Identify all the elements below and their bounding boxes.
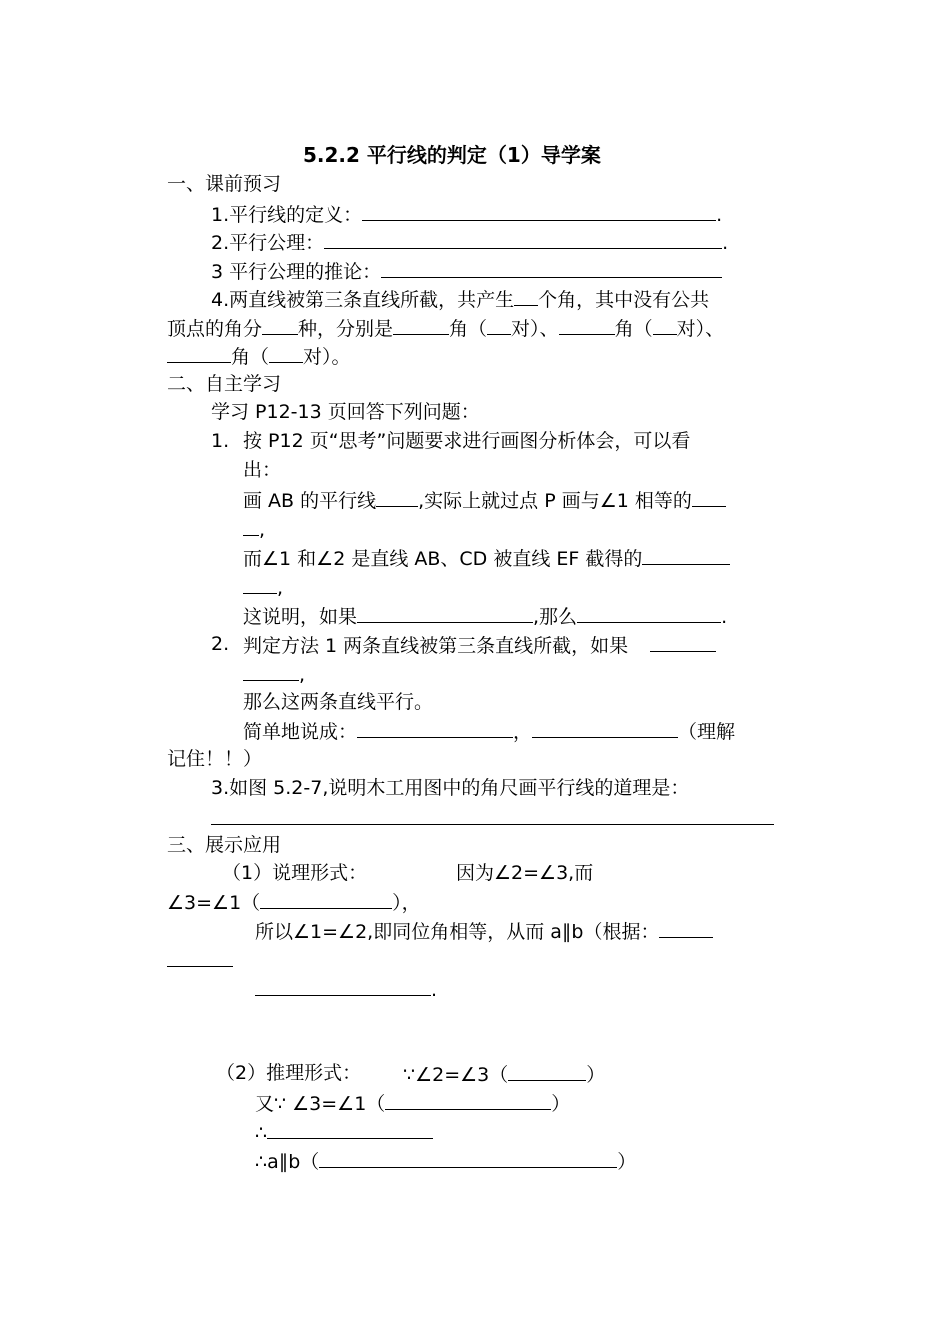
question-3-label: 3 平行公理的推论：: [211, 261, 382, 283]
item-1-line-3: [243, 487, 726, 513]
item-1-line-1: 按 P12 页“思考”问题要求进行画图分析体会，可以看: [243, 430, 691, 452]
item-3: 3.如图 5.2-7,说明木工用图中的角尺画平行线的道理是：: [211, 777, 690, 799]
question-4-line-2: [167, 315, 724, 341]
answer-blank[interactable]: [650, 632, 716, 652]
item-2-text: ,: [299, 664, 306, 686]
item-2-line-4: [243, 718, 735, 744]
therefore-symbol: ∴: [255, 1122, 268, 1144]
answer-blank[interactable]: [508, 1061, 586, 1081]
item-1-number: 1.: [211, 430, 230, 452]
question-1-label: 1.平行线的定义：: [211, 204, 363, 226]
item-1-text: ,实际上就过点 P 画与∠1 相等的: [418, 490, 692, 512]
answer-blank[interactable]: [357, 603, 533, 623]
answer-blank[interactable]: [381, 258, 722, 278]
answer-blank[interactable]: [514, 286, 538, 306]
answer-blank[interactable]: [324, 229, 722, 249]
period: .: [716, 204, 723, 226]
question-4-line-1: [211, 286, 709, 312]
item-1-line-6: [243, 574, 283, 600]
item-2-text: （理解: [678, 721, 736, 743]
part-1-text: .: [431, 979, 438, 1001]
answer-blank[interactable]: [319, 1148, 617, 1168]
part-1-line-5: [255, 976, 437, 1002]
question-4-text: 对）、: [676, 318, 725, 340]
item-2-line-2: [243, 661, 305, 687]
self-study-intro: 学习 P12-13 页回答下列问题：: [211, 401, 480, 423]
item-2-line-3: 那么这两条直线平行。: [243, 691, 434, 713]
item-3-answer: [211, 805, 774, 831]
item-1-text: 这说明，如果: [243, 606, 358, 628]
part-2-text: ）: [586, 1064, 606, 1086]
question-2: [211, 229, 728, 255]
answer-blank[interactable]: [659, 918, 713, 938]
answer-blank[interactable]: [692, 487, 726, 507]
question-4-text: 角（: [231, 346, 270, 368]
question-4-text: 顶点的角分: [167, 318, 263, 340]
answer-blank[interactable]: [559, 315, 615, 335]
item-2-text: ，: [513, 721, 533, 743]
question-4-text: 对）、: [511, 318, 559, 340]
answer-blank[interactable]: [167, 343, 231, 363]
part-2-text: ）: [617, 1151, 637, 1173]
section-heading-preview: 一、课前预习: [167, 173, 282, 195]
part-1-line-1: 因为∠2=∠3,而: [456, 862, 594, 884]
answer-blank[interactable]: [376, 487, 418, 507]
part-1-line-2: [167, 889, 421, 915]
item-2-number: 2.: [211, 633, 230, 655]
answer-blank[interactable]: [393, 315, 449, 335]
period: .: [722, 232, 729, 254]
item-1-line-7: [243, 603, 727, 629]
answer-blank[interactable]: [260, 889, 392, 909]
item-1-text: 画 AB 的平行线: [243, 490, 377, 512]
part-1-text: ∠3=∠1（: [167, 892, 261, 914]
item-1-text: .: [721, 606, 728, 628]
answer-blank[interactable]: [577, 603, 721, 623]
question-1: [211, 201, 722, 227]
part-2-line-1: [403, 1061, 605, 1087]
part-1-line-4: [167, 947, 233, 973]
question-3: [211, 258, 722, 284]
answer-blank[interactable]: [385, 1090, 551, 1110]
item-2-text: 简单地说成：: [243, 721, 358, 743]
part-2-line-4: [255, 1148, 636, 1174]
part-2-text: ∵∠2=∠3（: [403, 1064, 509, 1086]
item-1-line-5: [243, 545, 730, 571]
answer-blank[interactable]: [167, 947, 233, 967]
item-1-text: ,: [277, 577, 284, 599]
part-1-text: ），: [392, 892, 421, 914]
answer-blank[interactable]: [653, 315, 677, 335]
part-2-line-2: [255, 1090, 570, 1116]
part-2-text: 又∵ ∠3=∠1（: [255, 1093, 386, 1115]
item-2-line-1: [243, 632, 716, 658]
answer-blank[interactable]: [642, 545, 730, 565]
item-1-text: ,那么: [533, 606, 578, 628]
answer-blank[interactable]: [243, 574, 277, 594]
item-2-line-5: 记住！！）: [167, 748, 263, 770]
part-1-label: （1）说理形式：: [222, 862, 368, 884]
part-2-text: ）: [551, 1093, 571, 1115]
answer-blank[interactable]: [267, 1119, 433, 1139]
part-2-line-3: [255, 1119, 433, 1145]
question-2-label: 2.平行公理：: [211, 232, 325, 254]
item-1-text: 而∠1 和∠2 是直线 AB、CD 被直线 EF 截得的: [243, 548, 643, 570]
answer-blank[interactable]: [243, 661, 299, 681]
page-title: 5.2.2 平行线的判定（1）导学案: [303, 143, 601, 167]
answer-blank[interactable]: [362, 201, 716, 221]
part-2-text: ∴a∥b（: [255, 1151, 320, 1173]
item-1-line-2: 出：: [243, 459, 282, 481]
question-4-text: 个角，其中没有公共: [538, 289, 710, 311]
question-4-text: 对）。: [303, 346, 351, 368]
part-1-line-3: [255, 918, 713, 944]
item-1-text: ,: [259, 519, 266, 541]
part-2-label: （2）推理形式：: [216, 1062, 362, 1084]
question-4-text: 4.两直线被第三条直线所截，共产生: [211, 289, 515, 311]
answer-blank[interactable]: [357, 718, 513, 738]
answer-blank[interactable]: [211, 805, 774, 825]
question-4-text: 角（: [449, 318, 488, 340]
answer-blank[interactable]: [532, 718, 678, 738]
section-heading-self-study: 二、自主学习: [167, 373, 282, 395]
question-4-line-3: [167, 343, 351, 369]
section-heading-application: 三、展示应用: [167, 834, 282, 856]
item-2-text: 判定方法 1 两条直线被第三条直线所截，如果: [243, 635, 629, 657]
answer-blank[interactable]: [262, 315, 298, 335]
question-4-text: 种，分别是: [298, 318, 394, 340]
part-1-text: 所以∠1=∠2,即同位角相等，从而 a∥b（根据：: [255, 921, 660, 943]
question-4-text: 角（: [614, 318, 653, 340]
answer-blank[interactable]: [243, 516, 259, 536]
answer-blank[interactable]: [487, 315, 511, 335]
answer-blank[interactable]: [255, 976, 431, 996]
item-1-line-4: [243, 516, 265, 542]
answer-blank[interactable]: [269, 343, 303, 363]
